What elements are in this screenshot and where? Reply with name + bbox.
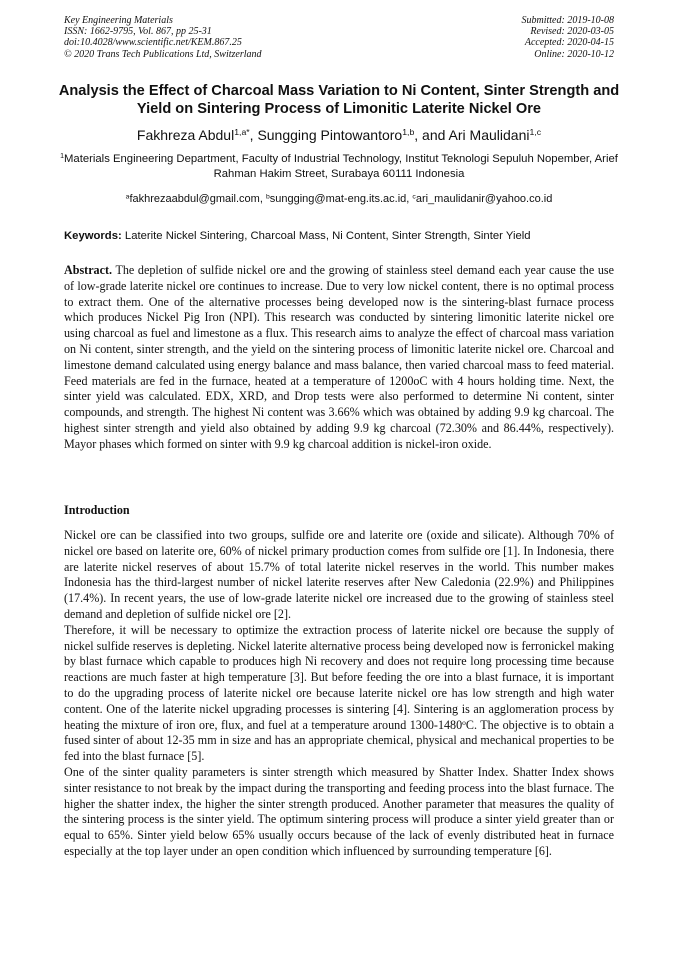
author-name: Sungging Pintowantoro xyxy=(257,127,403,143)
email-address[interactable]: fakhrezaabdul@gmail.com xyxy=(129,193,260,205)
journal-name: Key Engineering Materials xyxy=(64,15,173,26)
section-heading-introduction: Introduction xyxy=(64,503,130,517)
dates-meta xyxy=(522,15,615,60)
paragraph-text: Therefore, it will be necessary to optimize the extraction process of laterite nickel ore because the supply of nickel sulfide reserves is depleting. Nickel laterite alternative process being developed now is ferronickel making by blast furnace which capable to produces high Ni recovery and does not require long processing time because reactions are much faster at high temperature [3]. But before feeding the ore into a blast furnace, it is important to do the upgrading process of laterite nickel ore because laterite nickel ore has low strength and high water content. One of the laterite nickel upgrading processes is sintering [4]. Sintering is an agglomeration process by heating the mixture of iron ore, flux, and fuel at a temperature around 1300-1480 xyxy=(64,622,614,732)
copyright-line: © 2020 Trans Tech Publications Ltd, Switzerland xyxy=(64,48,262,60)
author-separator: , and xyxy=(414,127,449,143)
paragraph: Nickel ore can be classified into two groups, sulfide ore and laterite ore (oxide and silicate). Although 70% of nickel ore based on laterite ore, 60% of nickel primary production comes from sulfide ore [1]. In Indonesia, there are laterite nickel reserves of about 15.7% of total laterite nickel reserves in the world. This number makes Indonesia has the third-largest number of nickel laterite reserves after New Caledonia (22.9%) and Philippines (17.4%). In recent years, the use of low-grade laterite nickel ore increased due to the growing of stainless steel demand and depletion of sulfide nickel ore [2]. xyxy=(64,528,614,621)
email-list xyxy=(40,192,638,206)
email-separator: , xyxy=(259,193,266,205)
doi-line[interactable]: doi:10.4028/www.scientific.net/KEM.867.25 xyxy=(64,37,242,49)
author-name: Fakhreza Abdul xyxy=(136,127,235,143)
online-date: Online: 2020-10-12 xyxy=(534,48,614,60)
author-name: Ari Maulidani xyxy=(448,127,530,143)
paragraph-text: C. The objective is to obtain a fused sinter of about 12-35 mm in size and has an appropriate chemical, physical and mechanical properties to be fed into the blast furnace [5]. xyxy=(64,717,614,764)
affiliation-text: Materials Engineering Department, Faculty of Industrial Technology, Institut Teknologi Sepuluh Nopember, Arief Rahman Hakim Street, Surabaya 60111 Indonesia xyxy=(64,153,618,180)
affiliation xyxy=(56,152,622,182)
keywords-label: Keywords: xyxy=(64,230,122,242)
email-mark: c xyxy=(412,193,416,201)
author-affiliation-mark: 1,a* xyxy=(234,127,250,138)
email-mark: a xyxy=(125,193,130,201)
author xyxy=(257,127,448,143)
paragraph xyxy=(64,623,614,765)
abstract-label: Abstract. xyxy=(64,263,113,277)
paper-title: Analysis the Effect of Charcoal Mass Variation to Ni Content, Sinter Strength and Yield on Sintering Process of Limonitic Laterite Nickel Ore xyxy=(58,83,620,117)
email-separator: , xyxy=(406,193,413,205)
author-list xyxy=(40,126,638,144)
submitted-date: Submitted: 2019-10-08 xyxy=(521,15,614,26)
accepted-date: Accepted: 2020-04-15 xyxy=(524,37,614,49)
author-affiliation-mark: 1,b xyxy=(402,127,415,138)
keywords-line xyxy=(64,229,624,243)
email-address[interactable]: sungging@mat-eng.its.ac.id xyxy=(269,193,407,205)
affiliation-mark: 1 xyxy=(60,153,65,161)
introduction-body xyxy=(64,528,614,860)
revised-date: Revised: 2020-03-05 xyxy=(530,26,614,38)
journal-meta xyxy=(64,15,262,60)
degree-mark: o xyxy=(462,717,466,727)
abstract xyxy=(64,263,614,453)
email-mark: b xyxy=(265,193,270,201)
author-affiliation-mark: 1,c xyxy=(529,127,542,138)
author xyxy=(449,127,542,143)
author xyxy=(137,127,258,143)
author-separator: , xyxy=(249,127,258,143)
issn-line: ISSN: 1662-9795, Vol. 867, pp 25-31 xyxy=(64,26,212,38)
abstract-text: The depletion of sulfide nickel ore and the growing of stainless steel demand each year cause the use of low-grade laterite nickel ore continues to increase. Due to very low nickel content, there is no optimal process to extract them. One of the alternative processes being developed now is the sintering-blast furnace process which produces Nickel Pig Iron (NPI). This research was conducted by sintering limonitic laterite nickel ore using charcoal as fuel and limestone as a flux. This research aims to analyze the effect of charcoal mass variation on Ni content, sinter strength, and the yield on the sintering process of limonitic laterite nickel ore. Charcoal and limestone demand calculated using energy balance and mass balance, then varied charcoal mass to feed material. Feed materials are fed in the furnace, heated at a temperature of 1200oC with 4 hours holding time. Next, the sinter yield was calculated. EDX, XRD, and Drop tests were also performed to determine Ni content, sinter compounds, and strength. The highest Ni content was 3.66% which was obtained by adding 9.9 kg charcoal. The highest sinter strength and yield also obtained by adding 9.9 kg charcoal (72.30% and 86.44%, respectively). Mayor phases which formed on sinter with 9.9 kg charcoal addition is nickel-iron oxide. xyxy=(64,263,614,451)
keywords-text: Laterite Nickel Sintering, Charcoal Mass, Ni Content, Sinter Strength, Sinter Yield xyxy=(124,230,531,242)
email-address[interactable]: ari_maulidanir@yahoo.co.id xyxy=(415,193,553,205)
paragraph: One of the sinter quality parameters is sinter strength which measured by Shatter Index. Shatter Index shows sinter resistance to not break by the impact during the transporting and feeding process into the blast furnace. The higher the shatter index, the higher the sinter strength produced. Another parameter that measures the quality of the sintering process is the sinter yield. The optimum sintering process will produce a sinter yield greater than or equal to 65%. Sinter yield below 65% usually occurs because of the lack of evenly distributed heat in furnace especially at the top layer under an open condition which influenced by surrounding temperature [6]. xyxy=(64,764,614,858)
